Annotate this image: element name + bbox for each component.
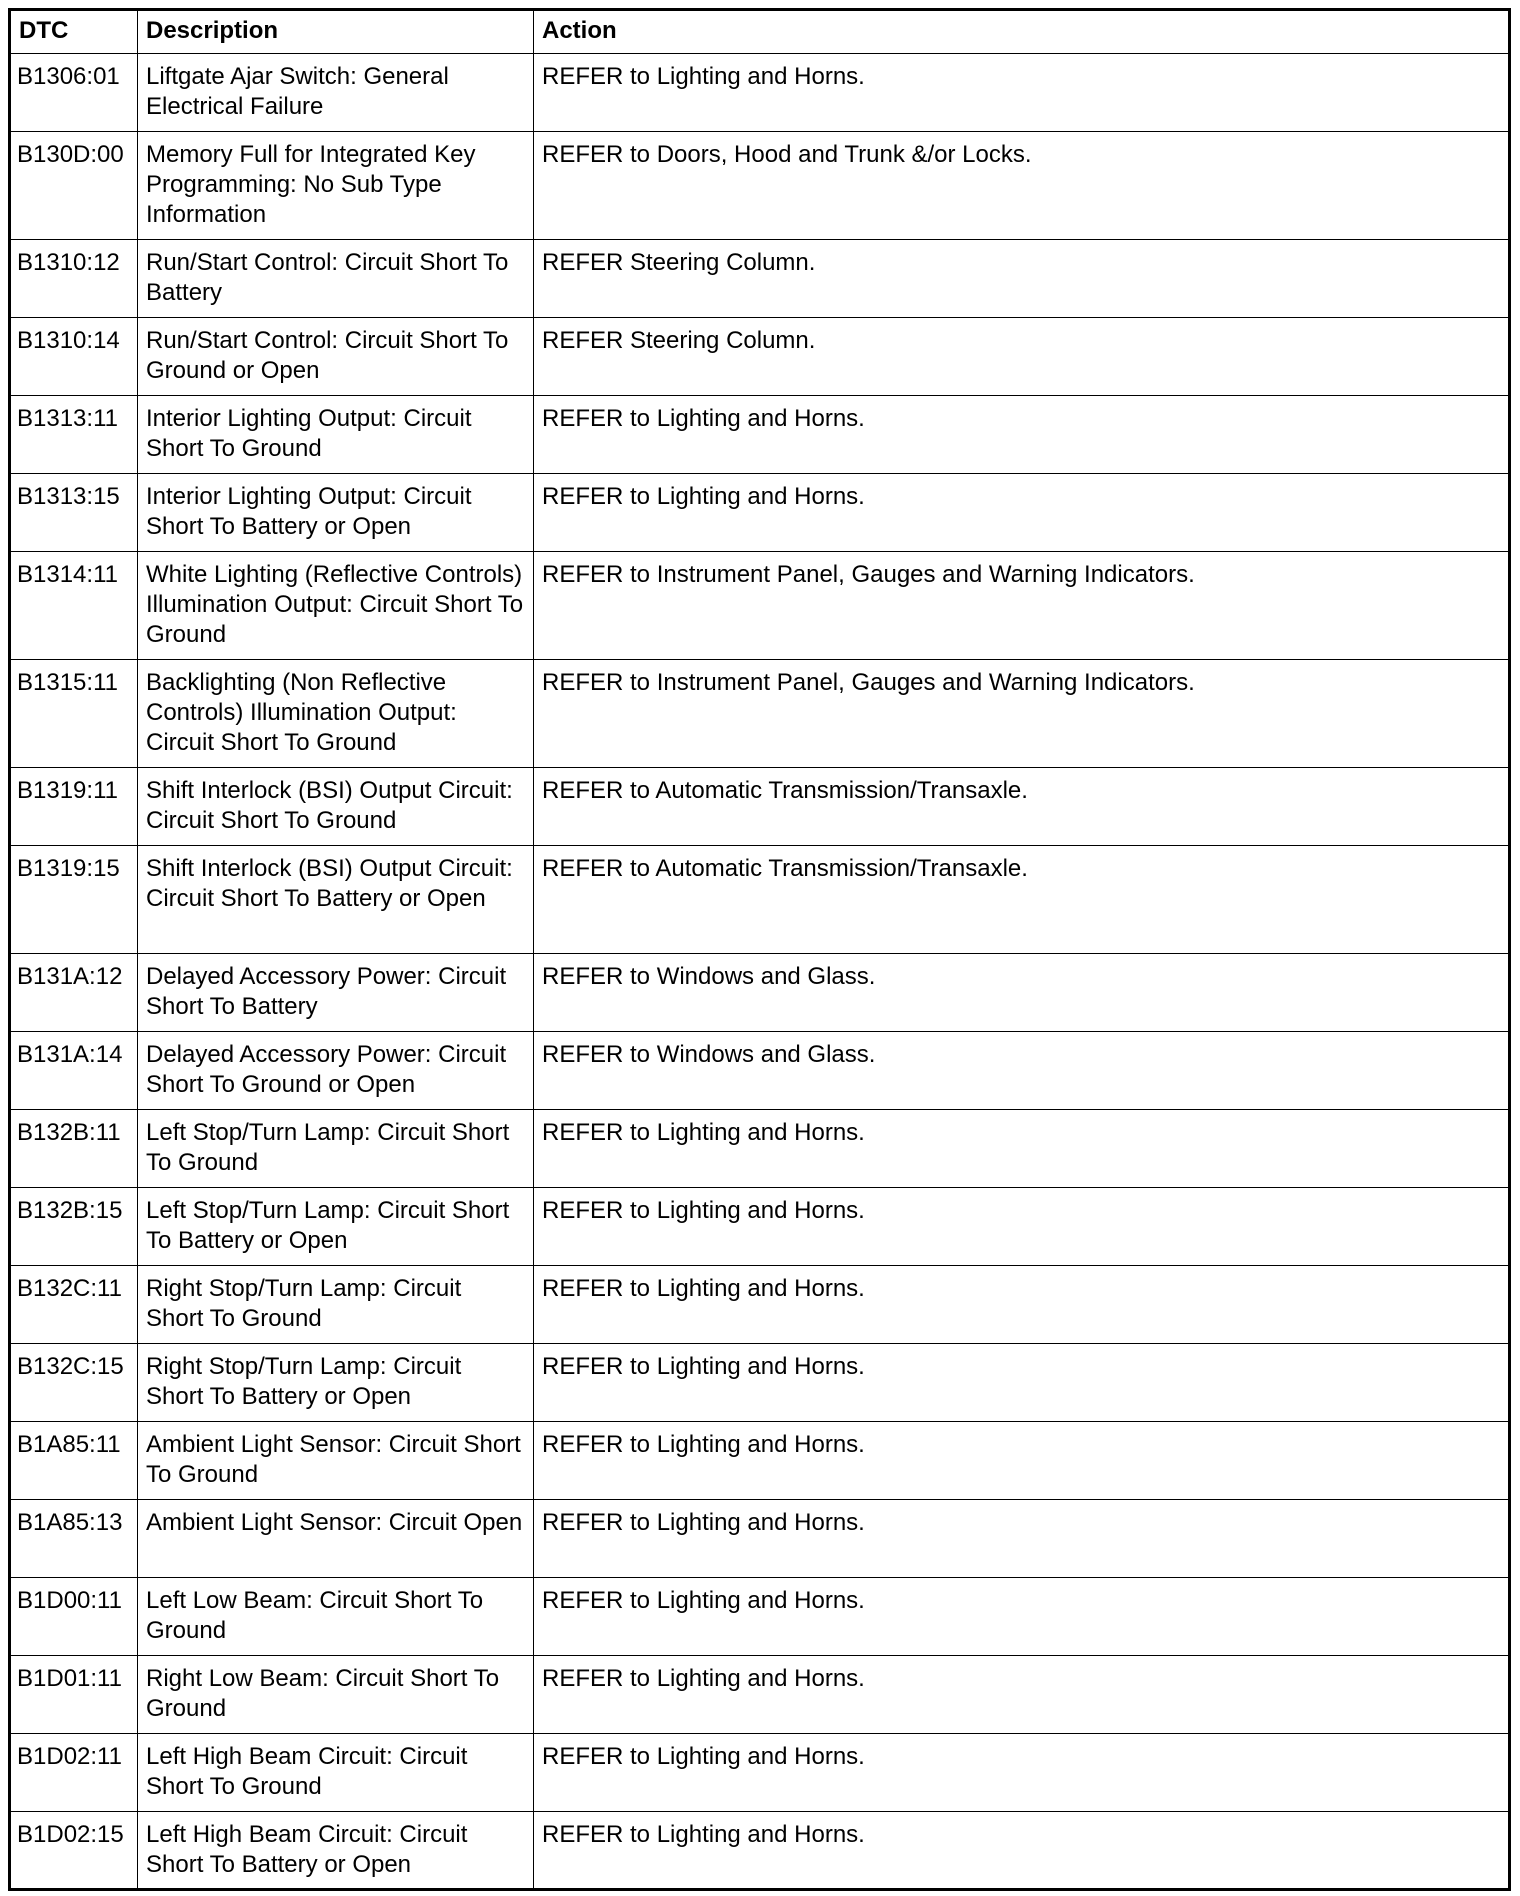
action-column-header: Action [534,10,1510,54]
dtc-description: Ambient Light Sensor: Circuit Short To Ground [138,1422,534,1500]
table-row [10,1188,1510,1266]
dtc-code: B132B:15 [10,1188,138,1266]
table-row [10,1344,1510,1422]
dtc-action: REFER to Lighting and Horns. [534,1344,1510,1422]
dtc-code: B130D:00 [10,132,138,240]
table-row [10,954,1510,1032]
dtc-description: Run/Start Control: Circuit Short To Battery [138,240,534,318]
dtc-code: B131A:14 [10,1032,138,1110]
dtc-action: REFER to Lighting and Horns. [534,1266,1510,1344]
dtc-description: Delayed Accessory Power: Circuit Short To Battery [138,954,534,1032]
dtc-description: Right Stop/Turn Lamp: Circuit Short To Battery or Open [138,1344,534,1422]
dtc-code: B1D00:11 [10,1578,138,1656]
table-row [10,54,1510,132]
dtc-action: REFER to Lighting and Horns. [534,1578,1510,1656]
dtc-description: Interior Lighting Output: Circuit Short To Battery or Open [138,474,534,552]
dtc-code: B1314:11 [10,552,138,660]
dtc-action: REFER to Automatic Transmission/Transaxle. [534,768,1510,846]
table-row [10,474,1510,552]
table-row [10,1032,1510,1110]
dtc-code: B1310:12 [10,240,138,318]
dtc-code: B1306:01 [10,54,138,132]
dtc-code: B1D02:15 [10,1812,138,1890]
dtc-description: Left High Beam Circuit: Circuit Short To Ground [138,1734,534,1812]
dtc-column-header: DTC [10,10,138,54]
dtc-action: REFER to Lighting and Horns. [534,474,1510,552]
table-row [10,1578,1510,1656]
dtc-table [8,8,1511,1891]
dtc-action: REFER to Lighting and Horns. [534,1500,1510,1578]
dtc-action: REFER to Lighting and Horns. [534,396,1510,474]
dtc-code: B1313:11 [10,396,138,474]
dtc-description: Right Low Beam: Circuit Short To Ground [138,1656,534,1734]
dtc-description: Run/Start Control: Circuit Short To Ground or Open [138,318,534,396]
dtc-action: REFER to Windows and Glass. [534,954,1510,1032]
dtc-description: Backlighting (Non Reflective Controls) Illumination Output: Circuit Short To Ground [138,660,534,768]
dtc-code: B1A85:13 [10,1500,138,1578]
table-row [10,1500,1510,1578]
dtc-description: Left High Beam Circuit: Circuit Short To Battery or Open [138,1812,534,1890]
dtc-description: Delayed Accessory Power: Circuit Short To Ground or Open [138,1032,534,1110]
dtc-action: REFER Steering Column. [534,318,1510,396]
dtc-description: Liftgate Ajar Switch: General Electrical Failure [138,54,534,132]
dtc-action: REFER to Windows and Glass. [534,1032,1510,1110]
dtc-description: Ambient Light Sensor: Circuit Open [138,1500,534,1578]
dtc-action: REFER to Instrument Panel, Gauges and Warning Indicators. [534,660,1510,768]
dtc-code: B131A:12 [10,954,138,1032]
dtc-code: B132C:15 [10,1344,138,1422]
dtc-description: Left Stop/Turn Lamp: Circuit Short To Ground [138,1110,534,1188]
dtc-code: B132C:11 [10,1266,138,1344]
dtc-description: Shift Interlock (BSI) Output Circuit: Circuit Short To Battery or Open [138,846,534,954]
dtc-action: REFER to Lighting and Horns. [534,54,1510,132]
dtc-description: Left Stop/Turn Lamp: Circuit Short To Battery or Open [138,1188,534,1266]
table-body [10,54,1510,1890]
table-row [10,1110,1510,1188]
dtc-code: B1319:11 [10,768,138,846]
table-row [10,396,1510,474]
dtc-description: Shift Interlock (BSI) Output Circuit: Circuit Short To Ground [138,768,534,846]
table-row [10,240,1510,318]
table-header-row [10,10,1510,54]
dtc-action: REFER to Lighting and Horns. [534,1110,1510,1188]
dtc-description: White Lighting (Reflective Controls) Illumination Output: Circuit Short To Ground [138,552,534,660]
dtc-code: B1D02:11 [10,1734,138,1812]
dtc-code: B1A85:11 [10,1422,138,1500]
dtc-code: B1319:15 [10,846,138,954]
table-row [10,1812,1510,1890]
dtc-description: Right Stop/Turn Lamp: Circuit Short To Ground [138,1266,534,1344]
table-row [10,1266,1510,1344]
dtc-description: Interior Lighting Output: Circuit Short To Ground [138,396,534,474]
dtc-action: REFER to Lighting and Horns. [534,1422,1510,1500]
description-column-header: Description [138,10,534,54]
table-row [10,1734,1510,1812]
dtc-description: Memory Full for Integrated Key Programming: No Sub Type Information [138,132,534,240]
dtc-action: REFER to Lighting and Horns. [534,1656,1510,1734]
table-row [10,768,1510,846]
dtc-code: B132B:11 [10,1110,138,1188]
dtc-action: REFER Steering Column. [534,240,1510,318]
dtc-code: B1D01:11 [10,1656,138,1734]
table-row [10,1656,1510,1734]
dtc-action: REFER to Automatic Transmission/Transaxle. [534,846,1510,954]
table-row [10,660,1510,768]
dtc-action: REFER to Doors, Hood and Trunk &/or Locks. [534,132,1510,240]
table-row [10,132,1510,240]
dtc-action: REFER to Instrument Panel, Gauges and Warning Indicators. [534,552,1510,660]
dtc-description: Left Low Beam: Circuit Short To Ground [138,1578,534,1656]
dtc-action: REFER to Lighting and Horns. [534,1188,1510,1266]
dtc-action: REFER to Lighting and Horns. [534,1734,1510,1812]
table-row [10,318,1510,396]
table-row [10,552,1510,660]
dtc-code: B1315:11 [10,660,138,768]
table-row [10,1422,1510,1500]
dtc-code: B1310:14 [10,318,138,396]
dtc-action: REFER to Lighting and Horns. [534,1812,1510,1890]
dtc-code: B1313:15 [10,474,138,552]
table-row [10,846,1510,954]
